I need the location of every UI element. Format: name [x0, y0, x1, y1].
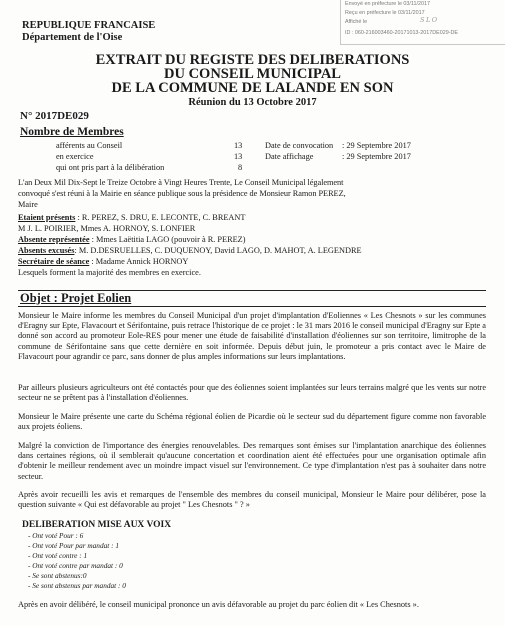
intro-line-3: Maire [18, 200, 38, 209]
excused-label: Absents excusés [18, 246, 75, 255]
intro-line-1: L'an Deux Mil Dix-Sept le Treize Octobre à Vingt Heures Trente, Le Conseil Municipal légalement [18, 178, 344, 187]
paragraph-history: Monsieur le Maire informe les membres du Conseil Municipal d'un projet d'implantation d'Eoliennes « Les Chesnots » sur les communes d'Eragny sur Epte, Flavacourt et Sérifontaine, puis retrace l'historique de ce projet : le 31 mars 2016 le conseil municipal d'Eragny sur Epte a donné son accord au promoteur Eole-RES pour mener une étude de faisabilité d'installation d'éoliennes sur son territoire, limitrophe de la commune de Sérifontaine sans que cette dernière en soit informée. Depuis début juin, le promoteur a pris contact avec le Maire de Flavacourt pour agrandir ce parc, sans donner de plus amples informations sur leurs implantations. [18, 311, 486, 361]
secretary-label: Secrétaire de séance [18, 257, 90, 266]
members-label-3: qui ont pris part à la délibération [56, 163, 165, 172]
majority-statement: Lesquels forment la majorité des membres en exercice. [18, 268, 201, 277]
secretary-value: : Madame Annick HORNOY [89, 257, 189, 266]
deliberation-heading: DELIBERATION MISE AUX VOIX [22, 520, 172, 530]
stamp-id-line: ID : 060-216003460-20171013-2017DE029-DE [345, 30, 458, 36]
members-value-3: 8 [238, 163, 243, 172]
excused-value: : M. D.DESRUELLES, C. DUQUENOY, David LAGO, D. MAHOT, A. LEGENDRE [74, 246, 362, 255]
paragraph-question: Après avoir recueilli les avis et remarques de l'ensemble des membres du conseil municipal, Monsieur le Maire pour délibérer, pose la question suivante « Qui est défavorable au projet " Les Chesnots " ? » [18, 490, 486, 510]
present-list-continued: M J. L. POIRIER, Mmes A. HORNOY, S. LONFIER [18, 224, 196, 233]
stamp-signature: SLO [420, 16, 439, 24]
vote-for-proxy: - Ont voté Pour par mandat : 1 [28, 541, 119, 550]
vote-abstain-proxy: - Se sont abstenus par mandat : 0 [28, 581, 126, 590]
represented-label: Absente représentée [18, 235, 90, 244]
reference-number: N° 2017DE029 [20, 110, 89, 122]
objet-banner [18, 290, 486, 307]
title-line-3: DE LA COMMUNE DE LALANDE EN SON [111, 80, 394, 96]
meeting-date: Réunion du 13 Octobre 2017 [188, 97, 317, 108]
title-line-2: DU CONSEIL MUNICIPAL [164, 66, 341, 82]
present-label: Etaient présents [18, 213, 76, 222]
department-label: Département de l'Oise [22, 32, 123, 43]
title-line-1: EXTRAIT DU REGISTE DES DELIBERATIONS [95, 52, 410, 68]
posting-date: : 29 Septembre 2017 [342, 152, 411, 161]
vote-against-proxy: - Ont voté contre par mandat : 0 [28, 561, 123, 570]
paragraph-remarks: Malgré la conviction de l'importance des énergies renouvelables. Des remarques sont émises sur l'implantation anarchique des éoliennes dans certaines régions, où il semblerait qu'aucune concertation et coordination aient été effectuées pour une organisation optimale afin d'obtenir le meilleur rendement avec un moindre impact visuel sur l'environnement. Ce type d'implantation n'est pas à souhaiter dans notre secteur. [18, 441, 486, 481]
convocation-date: : 29 Septembre 2017 [342, 141, 411, 150]
secretary-row [18, 257, 188, 267]
stamp-posted-line: Affiché le [345, 19, 368, 25]
conclusion-paragraph: Après en avoir délibéré, le conseil municipal prononce un avis défavorable au projet du parc éolien dit « Les Chesnots ». [18, 600, 419, 609]
members-label-2: en exercice [56, 152, 94, 161]
members-value-1: 13 [234, 141, 243, 150]
republic-label: REPUBLIQUE FRANCAISE [22, 20, 156, 31]
intro-line-2: convoqué s'est réuni à la Mairie en séance publique sous la présidence de Monsieur Ramon PEREZ, [18, 189, 346, 198]
paragraph-farmers: Par ailleurs plusieurs agriculteurs ont été contactés pour que des éoliennes soient implantées sur leurs terrains malgré que les vents sur notre secteur ne se prêtent pas à l'installation d'éoliennes. [18, 383, 486, 403]
vote-abstain: - Se sont abstenus:0 [28, 571, 87, 580]
stamp-received-line: Reçu en préfecture le 03/11/2017 [345, 10, 425, 16]
paragraph-regional-scheme: Monsieur le Maire présente une carte du Schéma régional éolien de Picardie où le secteur sud du département figure comme non favorable aux projets éoliens. [18, 412, 486, 432]
present-list: : R. PEREZ, S. DRU, E. LECONTE, C. BREANT [75, 213, 246, 222]
members-label-1: afférents au Conseil [56, 141, 123, 150]
objet-title: Objet : Projet Eolien [20, 291, 132, 305]
vote-for: - Ont voté Pour : 6 [28, 531, 84, 540]
present-row [18, 213, 245, 223]
members-heading: Nombre de Membres [20, 126, 124, 138]
convocation-label: Date de convocation [265, 141, 334, 150]
members-value-2: 13 [234, 152, 243, 161]
represented-row [18, 235, 246, 245]
posting-label: Date affichage [265, 152, 314, 161]
vote-against: - Ont voté contre : 1 [28, 551, 88, 560]
stamp-sent-line: Envoyé en préfecture le 03/11/2017 [345, 1, 431, 7]
excused-row [18, 246, 362, 256]
represented-value: : Mmes Laëtitia LAGO (pouvoir à R. PEREZ) [89, 235, 246, 244]
